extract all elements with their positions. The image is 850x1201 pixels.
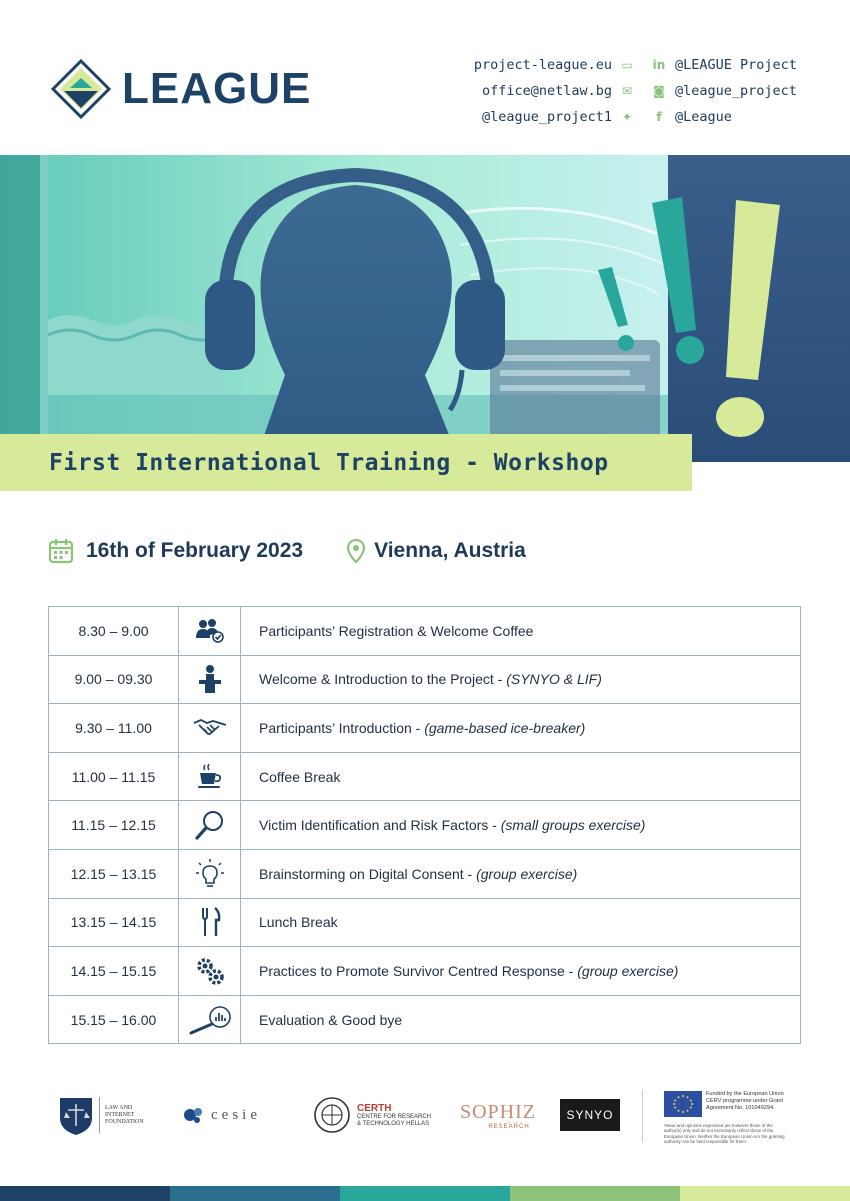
cesie-mark-icon (182, 1103, 206, 1127)
time-cell: 13.15 – 14.15 (49, 898, 179, 947)
facebook-icon: f (656, 110, 662, 124)
event-info (48, 536, 526, 566)
table-row (49, 947, 801, 996)
event-date: 16th of February 2023 (86, 539, 304, 562)
activity-cell: Participants’ Registration & Welcome Coffee (241, 607, 801, 656)
lightbulb-icon (195, 858, 225, 890)
time-cell: 12.15 – 13.15 (49, 849, 179, 898)
table-row (49, 704, 801, 753)
table-row (49, 849, 801, 898)
lif-shield-icon (58, 1094, 94, 1136)
eu-flag-icon (664, 1091, 702, 1117)
table-row (49, 801, 801, 850)
contact-list-right (652, 52, 797, 130)
activity-cell: Practices to Promote Survivor Centred Response - (group exercise) (241, 947, 801, 996)
analytics-search-icon (188, 1005, 232, 1035)
league-logo (50, 58, 320, 120)
location-pin-icon (347, 539, 365, 563)
partner-certh-logo: CERTH CENTRE FOR RESEARCH & TECHNOLOGY HELLAS (313, 1085, 438, 1145)
partners-footer (0, 1085, 850, 1155)
event-location-text: Vienna, Austria (374, 539, 526, 562)
time-cell: 8.30 – 9.00 (49, 607, 179, 656)
time-cell: 9.30 – 11.00 (49, 704, 179, 753)
participants-icon (195, 618, 225, 644)
coffee-cup-icon (196, 763, 224, 791)
contact-twitter[interactable]: @league_project1 ✦ (481, 109, 633, 125)
contact-instagram[interactable]: ◙ @league_project (653, 83, 797, 99)
contact-linkedin[interactable]: in @LEAGUE Project (652, 57, 797, 73)
monitor-icon: ▭ (621, 58, 633, 72)
table-row (49, 752, 801, 801)
table-row (49, 655, 801, 704)
time-cell: 11.00 – 11.15 (49, 752, 179, 801)
table-row (49, 607, 801, 656)
footer-divider (642, 1090, 643, 1142)
contact-email[interactable]: office@netlaw.bg ✉ (481, 83, 633, 99)
partner-synyo-logo: SYNYO (560, 1085, 620, 1145)
activity-cell: Victim Identification and Risk Factors - (small groups exercise) (241, 801, 801, 850)
time-cell: 9.00 – 09.30 (49, 655, 179, 704)
activity-cell: Participants’ Introduction - (game-based ice-breaker) (241, 704, 801, 753)
brand-name: LEAGUE (122, 64, 312, 113)
twitter-icon: ✦ (621, 110, 633, 124)
magnifier-icon (195, 810, 225, 840)
table-row (49, 995, 801, 1044)
activity-cell: Evaluation & Good bye (241, 995, 801, 1044)
linkedin-icon: in (652, 58, 666, 72)
table-row (49, 898, 801, 947)
activity-cell: Lunch Break (241, 898, 801, 947)
handshake-icon (193, 717, 227, 739)
activity-cell: Coffee Break (241, 752, 801, 801)
activity-cell: Welcome & Introduction to the Project - (SYNYO & LIF) (241, 655, 801, 704)
gears-icon (195, 956, 225, 986)
cutlery-icon (198, 906, 222, 938)
time-cell: 11.15 – 12.15 (49, 801, 179, 850)
instagram-icon: ◙ (653, 84, 665, 98)
certh-seal-icon (313, 1096, 351, 1134)
calendar-icon (48, 538, 74, 564)
speaker-podium-icon (197, 664, 223, 694)
contact-website[interactable]: project-league.eu ▭ (473, 57, 633, 73)
mail-icon: ✉ (621, 84, 633, 98)
time-cell: 15.15 – 16.00 (49, 995, 179, 1044)
contact-list-left (474, 52, 634, 130)
schedule-table (48, 606, 801, 1044)
contact-facebook[interactable]: f @League (652, 104, 797, 130)
partner-cesie-logo: cesie (182, 1085, 287, 1145)
time-cell: 14.15 – 15.15 (49, 947, 179, 996)
league-diamond-icon (50, 58, 112, 120)
partner-sophiz-logo: SOPHIZ RESEARCH (459, 1100, 536, 1130)
event-location (347, 539, 526, 563)
event-title: First International Training - Workshop (49, 449, 609, 476)
activity-cell: Brainstorming on Digital Consent - (group exercise) (241, 849, 801, 898)
partner-lif-logo: LAW AND INTERNET FOUNDATION (58, 1085, 158, 1145)
banner-illustration (0, 155, 850, 462)
event-title-bar (0, 434, 692, 491)
eu-funding-notice: Funded by the European Union CERV programme under Grant Agreement No. 101049294. Views and opinions expressed are however those of the author(s) only and do not necessarily reflect those of the European Union. Neither the European Union nor the granting authority can be held responsible for them. (664, 1091, 785, 1145)
bottom-color-bar (0, 1186, 850, 1201)
